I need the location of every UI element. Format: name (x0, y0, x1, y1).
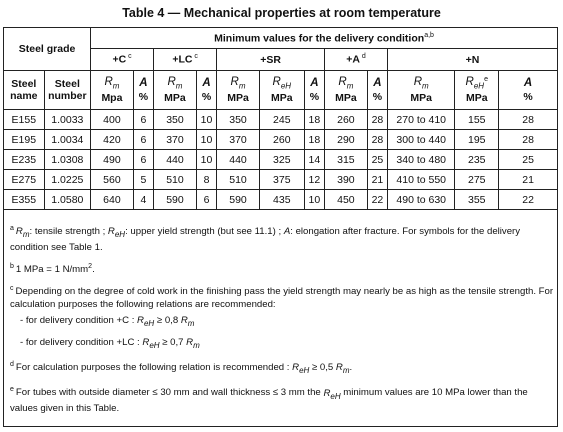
footnote-e: $^e$ For tubes with outside diameter ≤ 30 mm and wall thickness ≤ 3 mm the $R_{eH}$ minimum values are 10 MPa lower than the values given in this Table. (10, 386, 528, 415)
table-cell-n-reh: 195 (455, 130, 499, 150)
table-cell-sr-reh: 325 (259, 150, 304, 170)
table-cell-c-a: 6 (133, 150, 153, 170)
table-cell-sr-a: 12 (304, 170, 324, 190)
table-cell-sr-rm: 440 (217, 150, 260, 170)
footnote-c-line2: - for delivery condition +LC : $R_{eH} \ge 0,7$ $R_m$ (20, 337, 200, 351)
table-cell-lc-rm: 590 (154, 190, 197, 210)
lc-a-header: A % (196, 71, 216, 110)
c-rm-header: $R_m$ Mpa (91, 71, 134, 110)
table-cell-name: E155 (4, 110, 45, 130)
table-cell-a-rm: 450 (325, 190, 368, 210)
table-cell-n-reh: 155 (455, 110, 499, 130)
minimum-values-header: Minimum values for the delivery condition$^{a,b}$ (91, 28, 558, 49)
table-cell-lc-a: 10 (196, 150, 216, 170)
table-cell-n-rm: 340 to 480 (388, 150, 455, 170)
footnote-b: $^b$ 1 MPa = 1 $N/mm^2$. (10, 263, 95, 276)
table-cell-c-rm: 420 (91, 130, 134, 150)
table-cell-n-rm: 490 to 630 (388, 190, 455, 210)
table-cell-n-rm: 270 to 410 (388, 110, 455, 130)
footnotes (10, 222, 554, 421)
table-cell-sr-reh: 245 (259, 110, 304, 130)
table-cell-c-rm: 640 (91, 190, 134, 210)
table-cell-n-a: 22 (499, 190, 558, 210)
table-cell-a-a: 25 (367, 150, 387, 170)
table-cell-a-rm: 390 (325, 170, 368, 190)
n-reh-header: $R_{eH}^e$ MPa (455, 71, 499, 110)
a-rm-header: $R_m$ MPa (325, 71, 368, 110)
table-cell-a-a: 28 (367, 110, 387, 130)
table-cell-sr-a: 18 (304, 110, 324, 130)
table-cell-lc-rm: 350 (154, 110, 197, 130)
table-cell-n-reh: 355 (455, 190, 499, 210)
footnote-a: $^a$ $R_m$: tensile strength ; $R_{eH}$: upper yield strength (but see 11.1) ; A: elongation after fracture. For symbols for the delivery condition see Table 1. (10, 225, 521, 254)
table-cell-c-rm: 400 (91, 110, 134, 130)
table-cell-number: 1.0034 (44, 130, 90, 150)
table-cell-lc-rm: 370 (154, 130, 197, 150)
table-cell-sr-rm: 590 (217, 190, 260, 210)
table-cell-sr-rm: 350 (217, 110, 260, 130)
table-cell-sr-reh: 435 (259, 190, 304, 210)
table-cell-n-a: 28 (499, 130, 558, 150)
table-cell-lc-a: 10 (196, 130, 216, 150)
table-cell-a-a: 22 (367, 190, 387, 210)
table-cell-number: 1.0308 (44, 150, 90, 170)
condition-sr-header: +SR (217, 49, 325, 71)
table-cell-number: 1.0580 (44, 190, 90, 210)
footnote-d: $^d$ For calculation purposes the following relation is recommended : $R_{eH} \ge 0,5$ $R_m$. (10, 361, 353, 376)
sr-rm-header: $R_m$ MPa (217, 71, 260, 110)
table-cell-sr-a: 14 (304, 150, 324, 170)
table-cell-n-reh: 235 (455, 150, 499, 170)
table-cell-sr-reh: 375 (259, 170, 304, 190)
table-cell-a-rm: 315 (325, 150, 368, 170)
sr-reh-header: $R_{eH}$ MPa (259, 71, 304, 110)
table-cell-lc-rm: 510 (154, 170, 197, 190)
steel-name-header: Steel name (4, 71, 45, 110)
table-cell-n-a: 21 (499, 170, 558, 190)
table-title: Table 4 — Mechanical properties at room temperature (122, 6, 441, 20)
table-cell-n-a: 28 (499, 110, 558, 130)
table-cell-a-rm: 260 (325, 110, 368, 130)
table-cell-number: 1.0225 (44, 170, 90, 190)
table-cell-n-a: 25 (499, 150, 558, 170)
table-cell-sr-rm: 510 (217, 170, 260, 190)
table-cell-lc-a: 8 (196, 170, 216, 190)
table-cell-c-a: 5 (133, 170, 153, 190)
table-cell-n-rm: 410 to 550 (388, 170, 455, 190)
lc-rm-header: $R_m$ MPa (154, 71, 197, 110)
table-cell-sr-reh: 260 (259, 130, 304, 150)
table-cell-c-rm: 560 (91, 170, 134, 190)
steel-number-header: Steel number (44, 71, 90, 110)
footnote-c: $^c$ Depending on the degree of cold work in the finishing pass the yield strength may nearly be as high as the tensile strength. For calculation purposes the following relations are recommended: (10, 285, 554, 311)
table-cell-n-reh: 275 (455, 170, 499, 190)
condition-n-header: +N (388, 49, 558, 71)
table-cell-c-rm: 490 (91, 150, 134, 170)
a-a-header: A % (367, 71, 387, 110)
table-cell-a-rm: 290 (325, 130, 368, 150)
table-cell-a-a: 28 (367, 130, 387, 150)
table-cell-lc-a: 6 (196, 190, 216, 210)
table-cell-number: 1.0033 (44, 110, 90, 130)
table-cell-a-a: 21 (367, 170, 387, 190)
table-cell-sr-rm: 370 (217, 130, 260, 150)
table-cell-sr-a: 10 (304, 190, 324, 210)
n-a-header: A % (499, 71, 558, 110)
table-cell-name: E355 (4, 190, 45, 210)
table-cell-name: E195 (4, 130, 45, 150)
sr-a-header: A % (304, 71, 324, 110)
condition-lc-header: +LC $^c$ (154, 49, 217, 71)
condition-a-header: +A $^d$ (325, 49, 388, 71)
table-cell-name: E235 (4, 150, 45, 170)
table-cell-lc-rm: 440 (154, 150, 197, 170)
table-cell-c-a: 6 (133, 110, 153, 130)
condition-c-header: +C $^c$ (91, 49, 154, 71)
footnote-c-line1: - for delivery condition +C : $R_{eH} \ge 0,8$ $R_m$ (20, 315, 195, 329)
table-cell-n-rm: 300 to 440 (388, 130, 455, 150)
table-cell-c-a: 4 (133, 190, 153, 210)
table-cell-name: E275 (4, 170, 45, 190)
n-rm-header: $R_m$ MPa (388, 71, 455, 110)
table-cell-sr-a: 18 (304, 130, 324, 150)
steel-grade-header: Steel grade (4, 28, 91, 71)
table-cell-c-a: 6 (133, 130, 153, 150)
c-a-header: A % (133, 71, 153, 110)
table-cell-lc-a: 10 (196, 110, 216, 130)
